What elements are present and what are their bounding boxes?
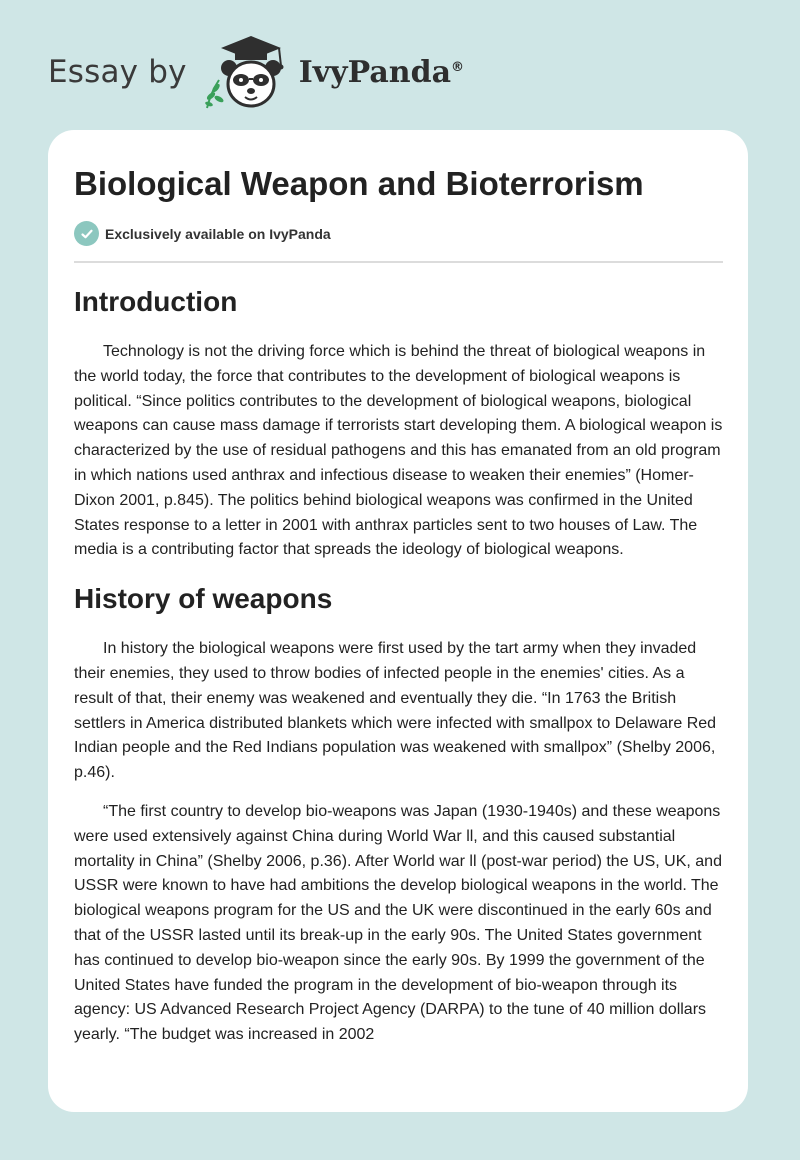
exclusive-badge-text: Exclusively available on IvyPanda bbox=[105, 225, 331, 242]
page-title: Biological Weapon and Bioterrorism bbox=[74, 165, 644, 202]
registered-mark: ® bbox=[451, 59, 465, 75]
section-heading-history: History of weapons bbox=[74, 583, 333, 615]
essay-body bbox=[74, 280, 726, 1048]
section-heading-introduction: Introduction bbox=[74, 286, 238, 317]
paragraph: In history the biological weapons were first used by the tart army when they invaded their enemies, they used to throw bodies of infected people in the enemies' cities. As a result of that, their enemy was weakened and eventually they die. “In 1763 the British settlers in America distributed blankets which were infected with smallpox to Delaware Red Indian people and the Red Indians population was weakened with smallpox” (Shelby 2006, p.46). bbox=[74, 640, 717, 782]
site-header bbox=[48, 34, 464, 110]
paragraph: Technology is not the driving force which is behind the threat of biological weapons in the world today, the force that contributes to the development of biological weapons is political. “Since politics contributes to the development of biological weapons, biological weapons can cause mass damage if terrorists start developing them. A biological weapon is characterized by the use of residual pathogens and this has emanated from an old program in which nations used anthrax and infectious disease to weaken their enemies” (Homer-Dixon 2001, p.845). The politics behind biological weapons was confirmed in the United States response to a letter in 2001 with anthrax particles sent to two houses of Law. The media is a contributing factor that spreads the ideology of biological weapons. bbox=[74, 343, 723, 559]
brand-name: IvyPanda® bbox=[298, 54, 465, 90]
brand-prefix: Essay by bbox=[48, 54, 187, 90]
title-divider bbox=[74, 261, 723, 263]
paragraph: “The first country to develop bio-weapons was Japan (1930-1940s) and these weapons were used extensively against China during World War ll, and this caused substantial mortality in China” (Shelby 2006, p.36). After World war ll (post-war period) the US, UK, and USSR were known to have had ambitions the develop biological weapons in the world. The biological weapons program for the US and the UK were discontinued in the early 60s and that of the USSR lasted until its break-up in the early 90s. The United States government has continued to develop bio-weapon since the early 90s. By 1999 the government of the United States have funded the program in the development of bio-weapon through its agency: US Advanced Research Project Agency (DARPA) to the tune of 40 million dollars yearly. “The budget was increased in 2002 bbox=[74, 802, 722, 1044]
essay-card bbox=[48, 130, 748, 1112]
panda-graduate-logo-icon bbox=[201, 34, 297, 110]
exclusive-badge bbox=[74, 221, 331, 246]
check-circle-icon bbox=[74, 221, 99, 246]
